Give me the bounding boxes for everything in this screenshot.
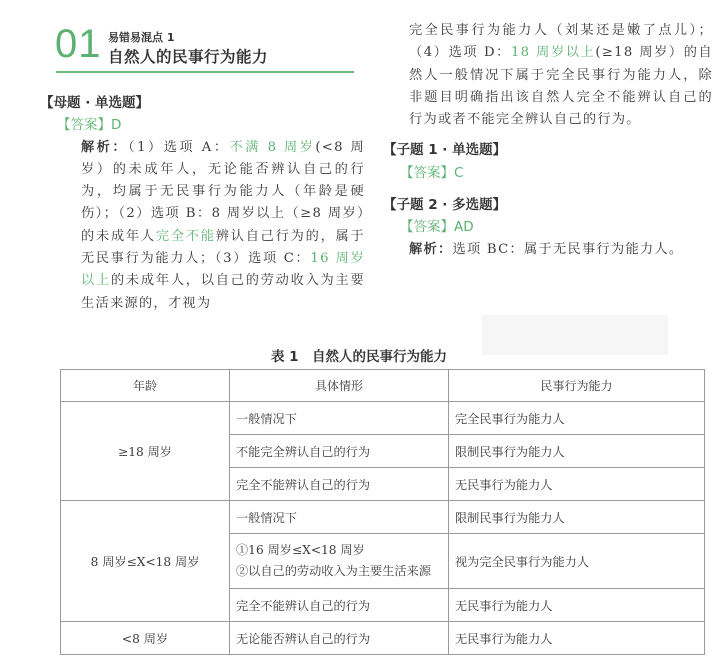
answer-value: AD <box>454 219 474 236</box>
table-header-row <box>61 370 705 402</box>
answer-value: C <box>454 164 464 181</box>
situation-line: 一般情况下 <box>236 510 297 525</box>
mother-question-heading: 【母题 · 单选题】 <box>40 95 150 111</box>
sub-question-2-heading: 【子题 2 · 多选题】 <box>383 197 507 214</box>
mother-question-answer <box>57 114 365 136</box>
text-segment: （1）选项 A： <box>128 139 230 155</box>
answer-label: 【答案】 <box>400 219 454 236</box>
capacity-cell: 视为完全民事行为能力人 <box>449 534 705 589</box>
situation-cell <box>230 435 449 468</box>
sub-question-2-answer <box>400 216 713 238</box>
capacity-cell: 无民事行为能力人 <box>449 589 705 622</box>
text-segment: 辨认自己行为的，属于无民事行为能力人；（3）选项 C： <box>81 228 366 267</box>
highlighted-text: 完全不能 <box>155 228 216 244</box>
sub-question-1-heading: 【子题 1 · 单选题】 <box>383 142 507 159</box>
answer-label: 【答案】 <box>400 164 454 181</box>
section-kicker: 易错易混点 1 <box>108 31 175 44</box>
situation-line: 无论能否辨认自己的行为 <box>236 631 371 646</box>
highlighted-text: 18 周岁以上 <box>510 45 596 61</box>
header-age: 年龄 <box>61 370 230 402</box>
situation-cell <box>230 402 449 435</box>
section-title: 自然人的民事行为能力 <box>108 48 269 66</box>
table-row <box>61 501 705 534</box>
mother-question-analysis-continued <box>409 20 713 131</box>
header-situation: 具体情形 <box>230 370 449 402</box>
capacity-cell: 无民事行为能力人 <box>449 468 705 501</box>
situation-line: ①16 周岁≤X<18 周岁 <box>236 543 365 557</box>
header-capacity: 民事行为能力 <box>449 370 705 402</box>
situation-cell <box>230 534 449 589</box>
situation-line: 完全不能辨认自己的行为 <box>236 477 371 492</box>
sub-question-2-analysis <box>409 239 713 261</box>
situation-line: 不能完全辨认自己的行为 <box>236 444 371 459</box>
age-cell: 8 周岁≤X<18 周岁 <box>61 501 230 622</box>
table-body <box>61 402 705 655</box>
analysis-label: 解析： <box>409 241 453 257</box>
capacity-table <box>60 369 705 655</box>
situation-line: ②以自己的劳动收入为主要生活来源 <box>236 564 431 578</box>
analysis-text: 选项 BC：属于无民事行为能力人。 <box>452 241 684 257</box>
situation-cell <box>230 468 449 501</box>
text-segment: 完全民事行为能力人（刘某还是嫩了点儿）；（4）选项 D： <box>409 23 713 61</box>
mother-question-analysis <box>81 137 365 315</box>
sub-question-1-answer <box>400 162 713 184</box>
analysis-text <box>81 140 365 311</box>
analysis-label: 解析： <box>81 139 129 155</box>
text-segment: 的未成年人，以自己的劳动收入为主要生活来源的，才视为 <box>81 273 365 311</box>
highlighted-text: 16 周岁以上 <box>81 251 365 289</box>
age-cell: <8 周岁 <box>61 622 230 655</box>
situation-line: 完全不能辨认自己的行为 <box>236 598 371 613</box>
table-caption: 表 1 自然人的民事行为能力 <box>270 349 448 365</box>
text-segment: (≥18 周岁）的自然人一般情况下属于完全民事行为能力人，除非题目明确指出该自然人完全不能辨认自己的行为或者不能完全辨认自己的行为。 <box>409 45 713 128</box>
capacity-cell: 完全民事行为能力人 <box>449 402 705 435</box>
capacity-cell: 限制民事行为能力人 <box>449 435 705 468</box>
table-row <box>61 622 705 655</box>
situation-cell <box>230 589 449 622</box>
answer-value: D <box>111 117 122 134</box>
answer-label: 【答案】 <box>57 117 111 134</box>
table-row <box>61 402 705 435</box>
capacity-cell: 无民事行为能力人 <box>449 622 705 655</box>
capacity-cell: 限制民事行为能力人 <box>449 501 705 534</box>
situation-cell <box>230 501 449 534</box>
age-cell: ≥18 周岁 <box>61 402 230 501</box>
highlighted-text: 不满 8 周岁 <box>229 139 316 155</box>
situation-cell <box>230 622 449 655</box>
section-number: 01 <box>55 22 102 66</box>
header-divider <box>56 71 354 73</box>
situation-line: 一般情况下 <box>236 411 297 426</box>
text-segment: (<8 周岁）的未成年人，无论能否辨认自己的行为，均属于无民事行为能力人（年龄是硬伤）；（2）选项 B：8 周岁以上（≥8 周岁）的未成年人 <box>81 139 366 244</box>
left-column <box>40 92 365 315</box>
right-column <box>383 20 713 261</box>
